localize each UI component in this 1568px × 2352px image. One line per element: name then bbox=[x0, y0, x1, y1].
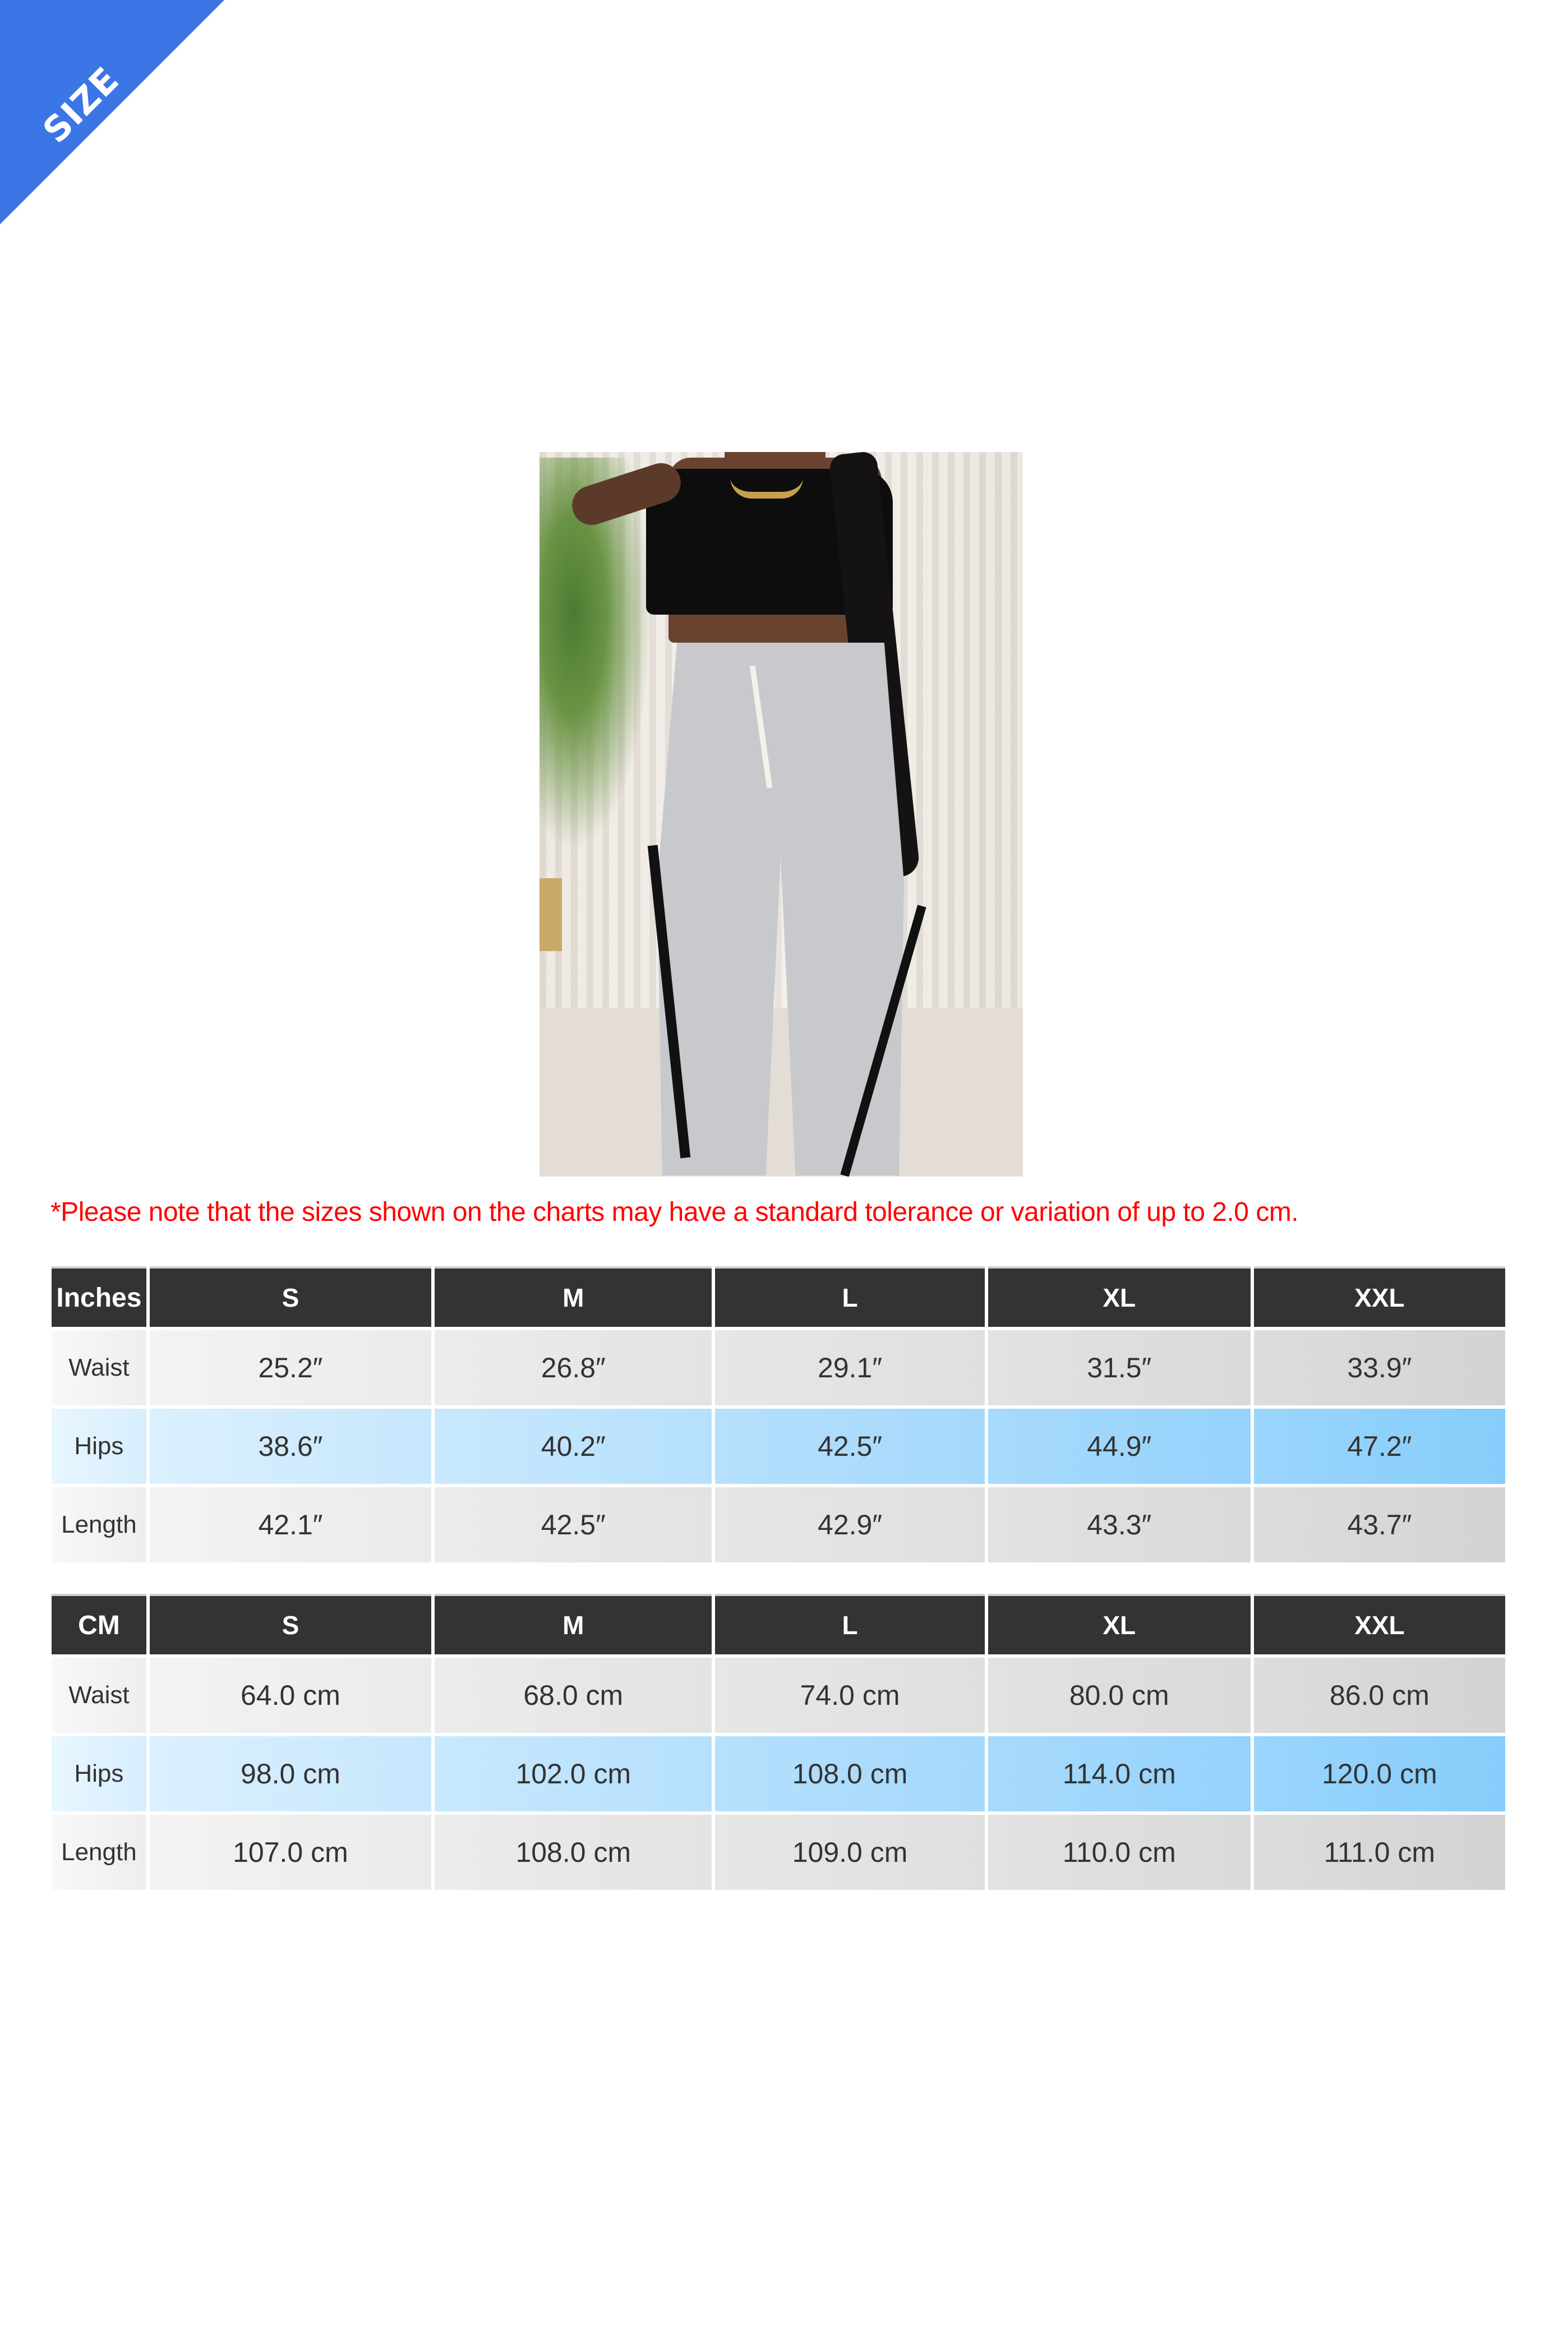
size-header-xxl: XXL bbox=[1254, 1266, 1505, 1327]
table-cell: 26.8″ bbox=[435, 1330, 712, 1405]
table-row-hips bbox=[52, 1736, 1505, 1811]
photo-plant-pot bbox=[539, 878, 562, 951]
product-photo bbox=[539, 452, 1023, 1177]
size-header-m: M bbox=[435, 1594, 712, 1654]
unit-label: CM bbox=[52, 1594, 146, 1654]
size-header-l: L bbox=[715, 1594, 984, 1654]
size-header-xxl: XXL bbox=[1254, 1594, 1505, 1654]
table-cell: 64.0 cm bbox=[150, 1658, 431, 1733]
table-cell: 80.0 cm bbox=[988, 1658, 1251, 1733]
size-header-xl: XL bbox=[988, 1266, 1251, 1327]
table-cell: 42.5″ bbox=[715, 1409, 984, 1484]
size-header-l: L bbox=[715, 1266, 984, 1327]
table-row-length bbox=[52, 1487, 1505, 1562]
size-table-inches bbox=[48, 1263, 1509, 1566]
table-cell: 108.0 cm bbox=[715, 1736, 984, 1811]
size-table-cm bbox=[48, 1590, 1509, 1893]
table-cell: 31.5″ bbox=[988, 1330, 1251, 1405]
table-cell: 42.5″ bbox=[435, 1487, 712, 1562]
row-label: Hips bbox=[52, 1409, 146, 1484]
size-header-s: S bbox=[150, 1594, 431, 1654]
table-cell: 111.0 cm bbox=[1254, 1815, 1505, 1890]
table-cell: 43.3″ bbox=[988, 1487, 1251, 1562]
photo-floor bbox=[539, 1008, 1023, 1177]
size-header-xl: XL bbox=[988, 1594, 1251, 1654]
table-cell: 29.1″ bbox=[715, 1330, 984, 1405]
table-cell: 33.9″ bbox=[1254, 1330, 1505, 1405]
table-cell: 68.0 cm bbox=[435, 1658, 712, 1733]
table-cell: 44.9″ bbox=[988, 1409, 1251, 1484]
tolerance-note: *Please note that the sizes shown on the charts may have a standard tolerance or variation of up to 2.0 cm. bbox=[50, 1197, 1299, 1227]
unit-label: Inches bbox=[52, 1266, 146, 1327]
table-cell: 74.0 cm bbox=[715, 1658, 984, 1733]
photo-necklace bbox=[730, 477, 803, 499]
table-cell: 40.2″ bbox=[435, 1409, 712, 1484]
table-cell: 102.0 cm bbox=[435, 1736, 712, 1811]
table-cell: 98.0 cm bbox=[150, 1736, 431, 1811]
table-cell: 114.0 cm bbox=[988, 1736, 1251, 1811]
table-header-row bbox=[52, 1266, 1505, 1327]
table-cell: 86.0 cm bbox=[1254, 1658, 1505, 1733]
row-label: Waist bbox=[52, 1658, 146, 1733]
table-row-waist bbox=[52, 1658, 1505, 1733]
banner-label: SIZE CHART bbox=[35, 59, 172, 196]
size-header-s: S bbox=[150, 1266, 431, 1327]
table-header-row bbox=[52, 1594, 1505, 1654]
table-cell: 25.2″ bbox=[150, 1330, 431, 1405]
table-row-hips bbox=[52, 1409, 1505, 1484]
size-header-m: M bbox=[435, 1266, 712, 1327]
row-label: Waist bbox=[52, 1330, 146, 1405]
table-cell: 120.0 cm bbox=[1254, 1736, 1505, 1811]
row-label: Length bbox=[52, 1815, 146, 1890]
table-cell: 110.0 cm bbox=[988, 1815, 1251, 1890]
table-cell: 42.9″ bbox=[715, 1487, 984, 1562]
table-cell: 42.1″ bbox=[150, 1487, 431, 1562]
table-cell: 47.2″ bbox=[1254, 1409, 1505, 1484]
size-chart-banner bbox=[0, 0, 224, 224]
table-cell: 43.7″ bbox=[1254, 1487, 1505, 1562]
table-cell: 108.0 cm bbox=[435, 1815, 712, 1890]
row-label: Hips bbox=[52, 1736, 146, 1811]
table-cell: 109.0 cm bbox=[715, 1815, 984, 1890]
table-cell: 38.6″ bbox=[150, 1409, 431, 1484]
table-row-length bbox=[52, 1815, 1505, 1890]
table-row-waist bbox=[52, 1330, 1505, 1405]
row-label: Length bbox=[52, 1487, 146, 1562]
table-cell: 107.0 cm bbox=[150, 1815, 431, 1890]
